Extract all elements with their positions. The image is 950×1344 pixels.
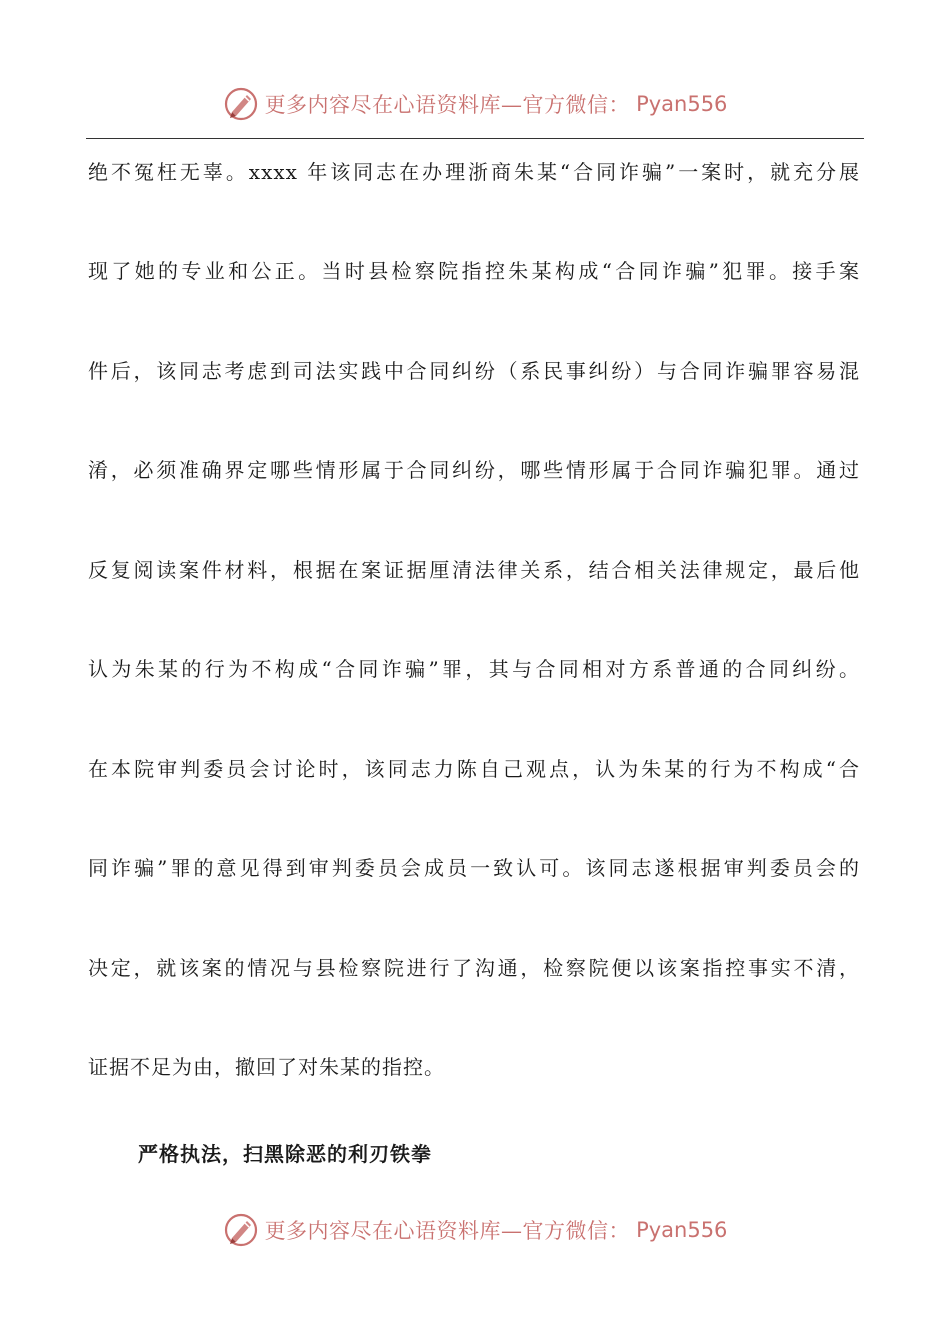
body-line: 反复阅读案件材料，根据在案证据厘清法律关系，结合相关法律规定，最后他 [88,558,860,582]
watermark-text: 更多内容尽在心语资料库—官方微信： [264,93,631,117]
body-line: 淆，必须准确界定哪些情形属于合同纠纷，哪些情形属于合同诈骗犯罪。通过 [88,458,860,482]
body-line: 认为朱某的行为不构成“合同诈骗”罪，其与合同相对方系普通的合同纠纷。 [88,657,860,681]
body-line: 在本院审判委员会讨论时，该同志力陈自己观点，认为朱某的行为不构成“合 [88,757,860,781]
body-line: 同诈骗”罪的意见得到审判委员会成员一致认可。该同志遂根据审判委员会的 [88,856,860,880]
body-line: 件后，该同志考虑到司法实践中合同纠纷（系民事纠纷）与合同诈骗罪容易混 [88,359,860,383]
footer-watermark [0,1210,950,1250]
watermark-wechat-id: Pyan556 [636,92,728,116]
pen-logo-icon [223,1212,259,1248]
body-line: 绝不冤枉无辜。xxxx 年该同志在办理浙商朱某“合同诈骗”一案时，就充分展 [88,160,860,184]
watermark-text: 更多内容尽在心语资料库—官方微信： [264,1219,631,1243]
header-watermark [0,84,950,124]
body-line: 现了她的专业和公正。当时县检察院指控朱某构成“合同诈骗”犯罪。接手案 [88,259,860,283]
section-heading: 严格执法，扫黑除恶的利刃铁拳 [138,1142,432,1166]
body-line: 证据不足为由，撤回了对朱某的指控。 [88,1055,445,1079]
watermark-wechat-id: Pyan556 [636,1218,728,1242]
body-line: 决定，就该案的情况与县检察院进行了沟通，检察院便以该案指控事实不清， [88,956,860,980]
pen-logo-icon [223,86,259,122]
header-divider [86,138,864,139]
